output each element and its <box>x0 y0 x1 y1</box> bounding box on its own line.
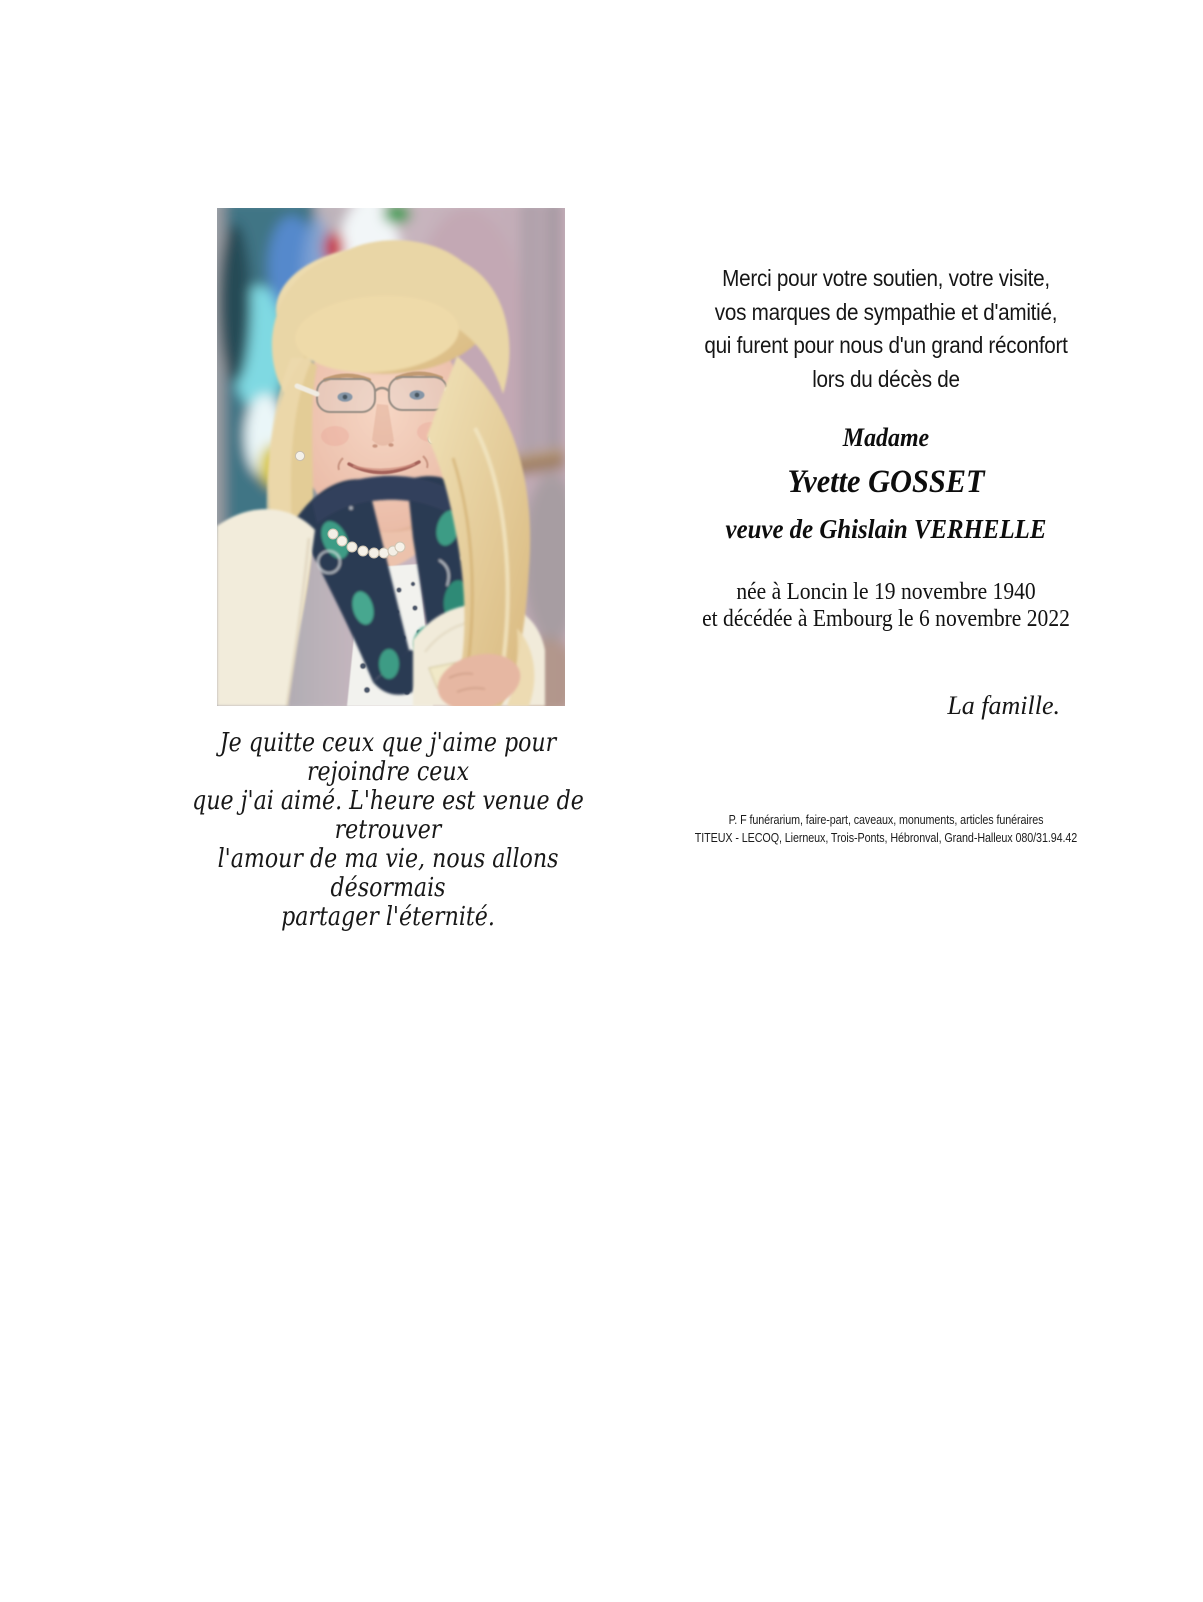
funeral-home-info <box>674 811 1097 847</box>
thanks-line: qui furent pour nous d'un grand réconfort <box>704 332 1068 359</box>
epitaph-line: que j'ai aimé. L'heure est venue de retrouver <box>192 786 584 845</box>
life-dates <box>670 578 1103 632</box>
death-line: et décédée à Embourg le 6 novembre 2022 <box>702 605 1070 632</box>
family-signature: La famille. <box>947 691 1060 720</box>
thanks-line: vos marques de sympathie et d'amitié, <box>714 298 1058 325</box>
deceased-name: Yvette GOSSET <box>787 464 985 500</box>
epitaph-line: Je quitte ceux que j'aime pour rejoindre ceux <box>219 728 557 787</box>
deceased-title: Madame <box>842 423 930 452</box>
portrait-photo <box>217 208 565 706</box>
epitaph-line: partager l'éternité. <box>281 902 495 932</box>
funeral-home-contact: TITEUX - LECOQ, Lierneux, Trois-Ponts, Hébronval, Grand-Halleux 080/31.94.42 <box>694 831 1078 845</box>
funeral-home-services: P. F funérarium, faire-part, caveaux, monuments, articles funéraires <box>728 813 1044 827</box>
thanks-line: Merci pour votre soutien, votre visite, <box>722 265 1050 291</box>
deceased-relation: veuve de Ghislain VERHELLE <box>725 514 1047 544</box>
thanks-line: lors du décès de <box>812 365 960 392</box>
portrait-photo-art <box>217 208 565 706</box>
thanks-message <box>670 262 1103 396</box>
epitaph-line: l'amour de ma vie, nous allons désormais <box>217 844 559 903</box>
birth-line: née à Loncin le 19 novembre 1940 <box>736 578 1036 605</box>
epitaph-quote <box>170 729 605 932</box>
